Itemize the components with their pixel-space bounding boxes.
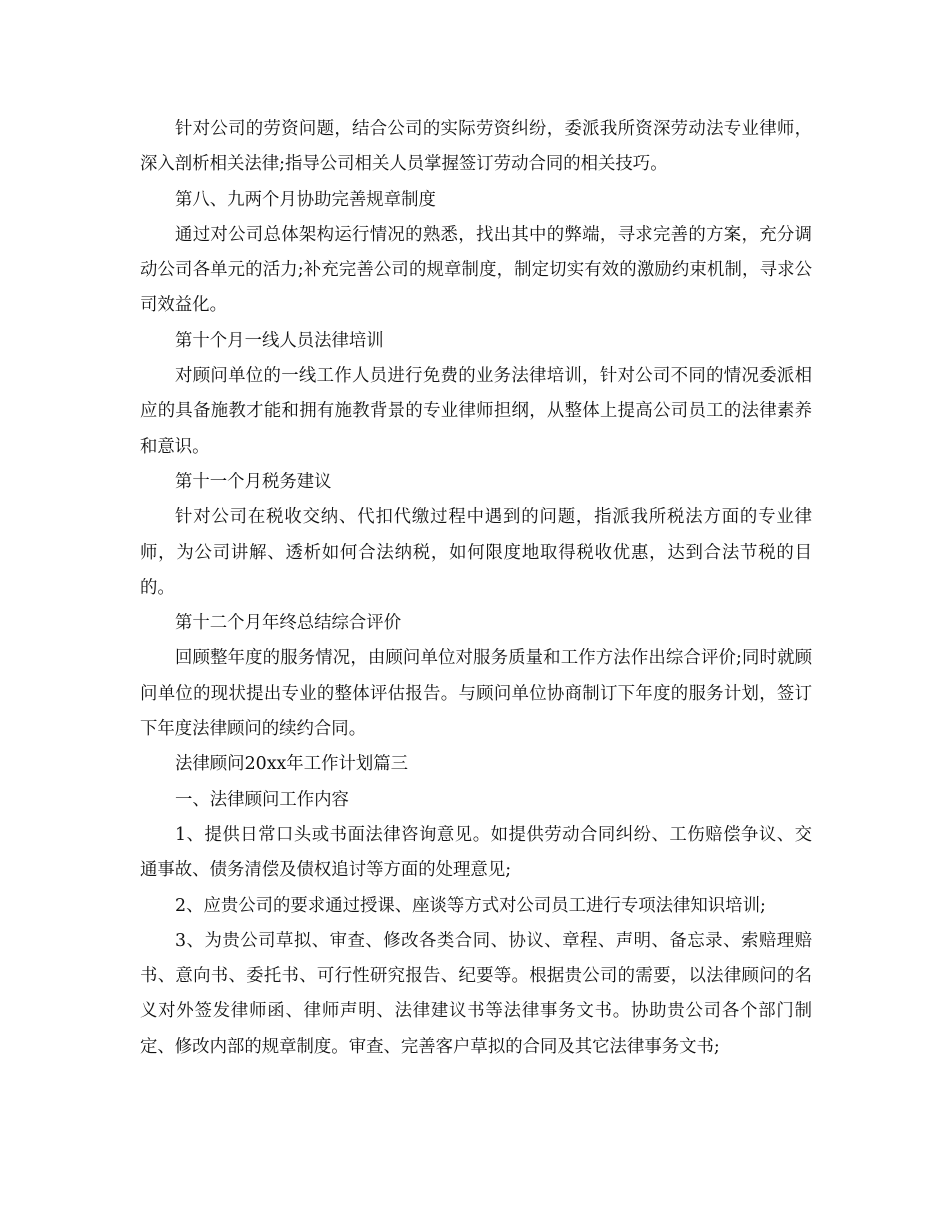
paragraph-year-end-review: 回顾整年度的服务情况，由顾问单位对服务质量和工作方法作出综合评价;同时就顾问单位的现状提出专业的整体评估报告。与顾问单位协商制订下年度的服务计划，签订下年度法律顾问的续约合同。	[140, 648, 812, 740]
heading-months-8-9: 第八、九两个月协助完善规章制度	[175, 189, 436, 210]
list-item-1-consultation: 1、提供日常口头或书面法律咨询意见。如提供劳动合同纠纷、工伤赔偿争议、交通事故、债务清偿及债权追讨等方面的处理意见;	[140, 824, 812, 881]
heading-month-12: 第十二个月年终总结综合评价	[175, 613, 402, 634]
paragraph-rules-improvement: 通过对公司总体架构运行情况的熟悉，找出其中的弊端，寻求完善的方案，充分调动公司各单元的活力;补充完善公司的规章制度，制定切实有效的激励约束机制，寻求公司效益化。	[140, 224, 812, 316]
subsection-title-work-content: 一、法律顾问工作内容	[175, 789, 349, 810]
list-item-2-training: 2、应贵公司的要求通过授课、座谈等方式对公司员工进行专项法律知识培训;	[175, 895, 766, 916]
section-title-part-three: 法律顾问20xx年工作计划篇三	[175, 754, 409, 775]
document-body	[140, 112, 812, 1065]
list-item-3-documents: 3、为贵公司草拟、审查、修改各类合同、协议、章程、声明、备忘录、索赔理赔书、意向书、委托书、可行性研究报告、纪要等。根据贵公司的需要，以法律顾问的名义对外签发律师函、律师声明、法律建议书等法律事务文书。协助贵公司各个部门制定、修改内部的规章制度。审查、完善客户草拟的合同及其它法律事务文书;	[140, 930, 812, 1057]
heading-month-10: 第十个月一线人员法律培训	[175, 330, 384, 351]
paragraph-tax-advice: 针对公司在税收交纳、代扣代缴过程中遇到的问题，指派我所税法方面的专业律师，为公司讲解、透析如何合法纳税，如何限度地取得税收优惠，达到合法节税的目的。	[140, 507, 812, 598]
paragraph-frontline-training: 对顾问单位的一线工作人员进行免费的业务法律培训，针对公司不同的情况委派相应的具备施教才能和拥有施教背景的专业律师担纲，从整体上提高公司员工的法律素养和意识。	[140, 366, 812, 457]
paragraph-labor-issues: 针对公司的劳资问题，结合公司的实际劳资纠纷，委派我所资深劳动法专业律师，深入剖析相关法律;指导公司相关人员掌握签订劳动合同的相关技巧。	[140, 119, 812, 175]
heading-month-11: 第十一个月税务建议	[175, 471, 332, 492]
